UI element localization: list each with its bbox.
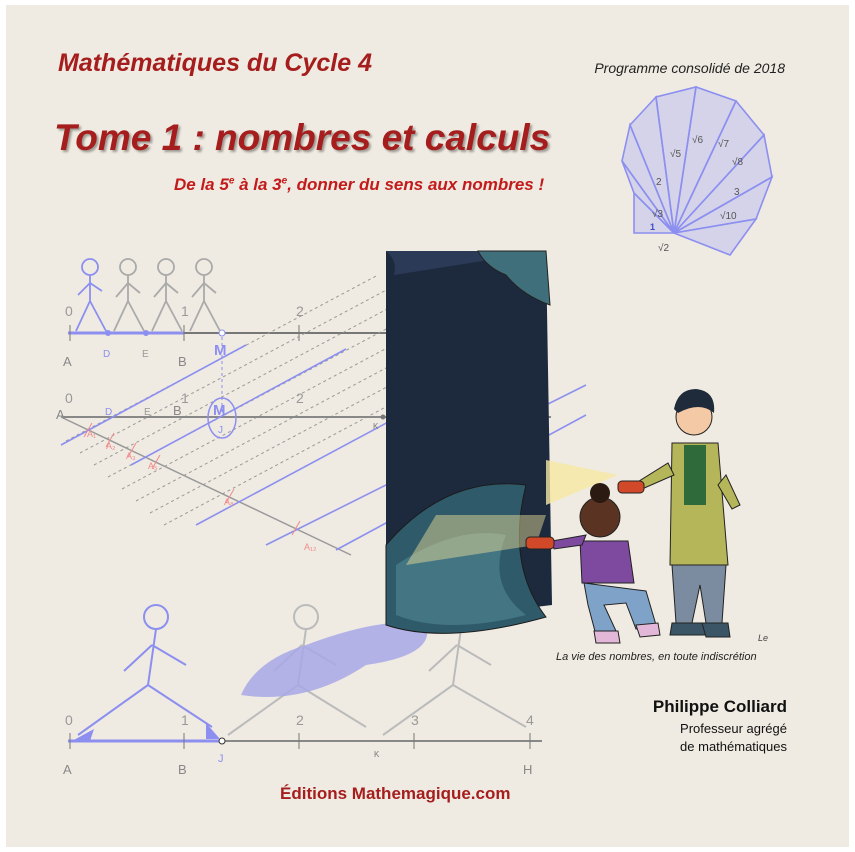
spiral-root-10: √10 bbox=[720, 211, 737, 222]
point-h: H bbox=[523, 762, 533, 777]
point-d: D bbox=[103, 349, 111, 360]
point-a2: A₂ bbox=[106, 441, 116, 451]
artist-signature: Le bbox=[758, 633, 769, 643]
tick-0: 0 bbox=[65, 390, 73, 406]
point-k: K bbox=[374, 750, 380, 759]
tick-1: 1 bbox=[181, 390, 189, 406]
spiral-root-3: √3 bbox=[652, 209, 664, 220]
point-e: E bbox=[142, 349, 149, 360]
point-m: M bbox=[214, 342, 227, 359]
point-a8: A₈ bbox=[224, 497, 234, 507]
tick-2: 2 bbox=[296, 390, 304, 406]
book-title: Tome 1 : nombres et calculs bbox=[54, 117, 551, 158]
tick-2: 2 bbox=[296, 712, 304, 728]
tick-2: 2 bbox=[296, 303, 304, 319]
point-j: J bbox=[218, 753, 224, 765]
walker-figures-top bbox=[76, 259, 220, 331]
spiral-root-5: √5 bbox=[670, 149, 682, 160]
point-a12: A₁₂ bbox=[304, 542, 317, 552]
author-role-line-1: Professeur agrégé bbox=[680, 721, 787, 736]
spiral-root-7: √7 bbox=[718, 139, 730, 150]
point-b: B bbox=[178, 762, 187, 777]
ordinal-suffix: e bbox=[281, 175, 288, 187]
spiral-root-4: 2 bbox=[656, 177, 662, 188]
point-j: J bbox=[218, 425, 223, 436]
program-label: Programme consolidé de 2018 bbox=[594, 60, 785, 76]
point-a1: A₁ bbox=[87, 429, 97, 439]
point-a: A bbox=[63, 762, 72, 777]
spiral-root-6: √6 bbox=[692, 135, 704, 146]
point-m: M bbox=[213, 402, 226, 419]
tick-1: 1 bbox=[181, 712, 189, 728]
publisher-name: Éditions Mathemagique.com bbox=[280, 784, 511, 803]
point-a5: A₅ bbox=[148, 461, 158, 471]
point-k: K bbox=[373, 422, 379, 431]
author-name: Philippe Colliard bbox=[652, 697, 787, 716]
tick-1: 1 bbox=[181, 303, 189, 319]
subtitle-part-2: à la 3 bbox=[234, 175, 282, 194]
spiral-root-9: 3 bbox=[734, 187, 740, 198]
ordinal-suffix: e bbox=[228, 175, 235, 187]
point-a3: A₃ bbox=[126, 451, 136, 461]
series-title: Mathématiques du Cycle 4 bbox=[58, 49, 372, 77]
spiral-unit-label: 1 bbox=[650, 222, 656, 232]
subtitle-part-1: De la 5 bbox=[174, 175, 229, 194]
point-b: B bbox=[173, 403, 182, 418]
point-b: B bbox=[178, 354, 187, 369]
point-e: E bbox=[144, 407, 151, 418]
book-cover bbox=[6, 5, 849, 847]
tick-0: 0 bbox=[65, 303, 73, 319]
book-subtitle bbox=[174, 175, 544, 195]
spiral-root-8: √8 bbox=[732, 157, 744, 168]
subtitle-part-3: , donner du sens aux nombres ! bbox=[287, 175, 545, 194]
illustration-caption: La vie des nombres, en toute indiscrétion bbox=[556, 651, 757, 663]
point-a: A bbox=[56, 407, 65, 422]
theodorus-spiral bbox=[622, 87, 772, 255]
point-d: D bbox=[105, 407, 113, 418]
spiral-root-2: √2 bbox=[658, 243, 670, 254]
tick-4: 4 bbox=[526, 712, 534, 728]
point-a: A bbox=[63, 354, 72, 369]
author-role-line-2: de mathématiques bbox=[680, 739, 787, 754]
tick-0: 0 bbox=[65, 712, 73, 728]
tick-3: 3 bbox=[411, 712, 419, 728]
